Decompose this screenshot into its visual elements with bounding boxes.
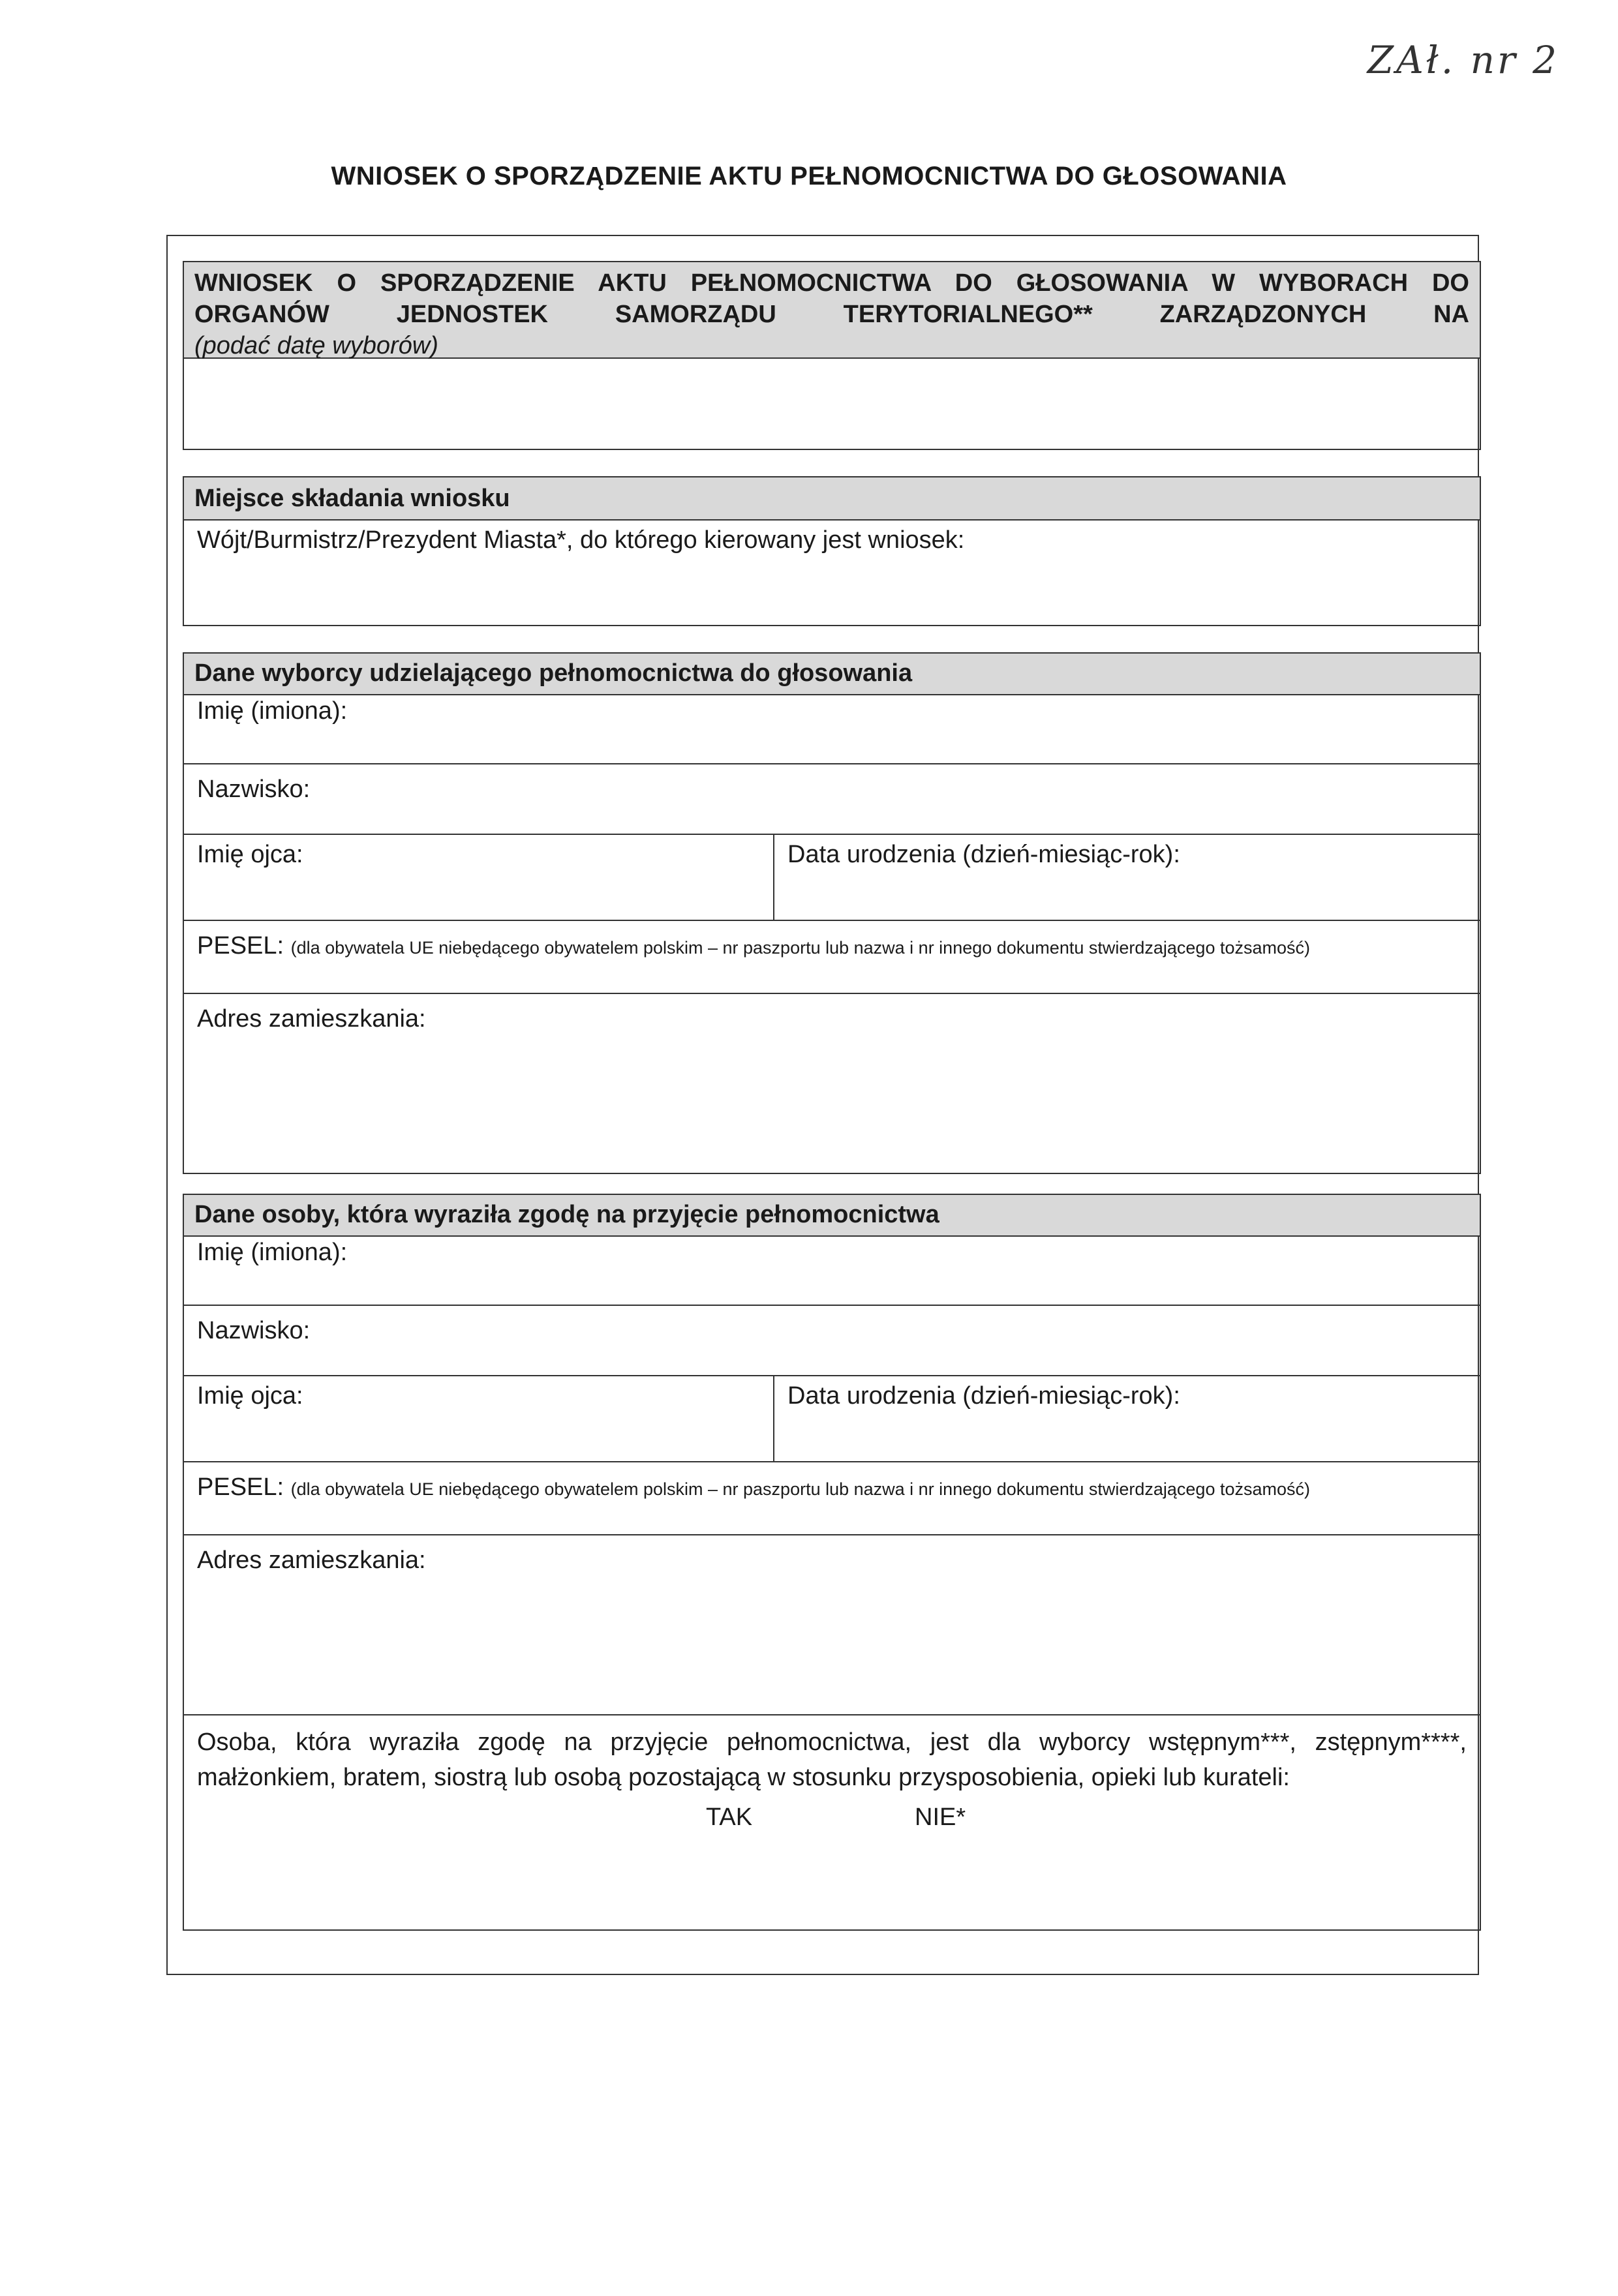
- proxy-father-name-label: Imię ojca:: [197, 1382, 303, 1410]
- place-heading: Miejsce składania wniosku: [184, 477, 1480, 521]
- proxy-last-name-field[interactable]: [184, 1306, 1480, 1376]
- voter-pesel-note: (dla obywatela UE niebędącego obywatelem polskim – nr paszportu lub nazwa i nr innego dokumentu stwierdzającego tożsamość): [290, 938, 1310, 958]
- voter-heading: Dane wyborcy udzielającego pełnomocnictwa do głosowania: [184, 654, 1480, 695]
- voter-last-name-field[interactable]: [184, 764, 1480, 835]
- document-title: WNIOSEK O SPORZĄDZENIE AKTU PEŁNOMOCNICTWA DO GŁOSOWANIA: [331, 162, 1287, 190]
- proxy-father-name-field[interactable]: [184, 1376, 774, 1461]
- authority-field[interactable]: [184, 521, 1480, 627]
- voter-first-name-label: Imię (imiona):: [197, 697, 348, 725]
- proxy-pesel-field[interactable]: [184, 1462, 1480, 1535]
- proxy-father-birth-row: [184, 1376, 1480, 1462]
- election-date-hint: (podać datę wyborów): [194, 332, 438, 359]
- place-section: [183, 476, 1481, 626]
- voter-father-birth-row: [184, 835, 1480, 921]
- option-yes[interactable]: TAK: [706, 1804, 753, 1831]
- relation-choices: [197, 1795, 1467, 1841]
- authority-label: Wójt/Burmistrz/Prezydent Miasta*, do którego kierowany jest wniosek:: [197, 526, 965, 554]
- election-header-line-1: WNIOSEK O SPORZĄDZENIE AKTU PEŁNOMOCNICTWA DO GŁOSOWANIA W WYBORACH DO: [194, 269, 1469, 297]
- voter-section: [183, 652, 1481, 1174]
- election-section: [183, 261, 1481, 450]
- election-date-field[interactable]: [184, 359, 1480, 447]
- relation-block: [184, 1715, 1480, 1931]
- proxy-birth-date-label: Data urodzenia (dzień-miesiąc-rok):: [787, 1382, 1180, 1410]
- attachment-annotation: ZAł. nr 2: [1367, 38, 1559, 82]
- voter-address-label: Adres zamieszkania:: [197, 1005, 426, 1033]
- voter-pesel-label: PESEL:: [197, 932, 284, 959]
- voter-father-name-field[interactable]: [184, 835, 774, 920]
- voter-birth-date-label: Data urodzenia (dzień-miesiąc-rok):: [787, 841, 1180, 868]
- proxy-birth-date-field[interactable]: [774, 1376, 1480, 1461]
- voter-pesel-field[interactable]: [184, 921, 1480, 994]
- voter-last-name-label: Nazwisko:: [197, 776, 311, 803]
- voter-address-field[interactable]: [184, 994, 1480, 1173]
- proxy-section: [183, 1194, 1481, 1931]
- relation-statement: Osoba, która wyraziła zgodę na przyjęcie pełnomocnictwa, jest dla wyborcy wstępnym***, zstępnym****, małżonkiem, bratem, siostrą lub osobą pozostającą w stosunku przysposobienia, opieki lub kurateli:: [197, 1729, 1467, 1791]
- proxy-address-field[interactable]: [184, 1535, 1480, 1715]
- election-header: [184, 262, 1480, 359]
- proxy-pesel-label: PESEL:: [197, 1473, 284, 1501]
- proxy-pesel-note: (dla obywatela UE niebędącego obywatelem polskim – nr paszportu lub nazwa i nr innego dokumentu stwierdzającego tożsamość): [290, 1479, 1310, 1499]
- voter-father-name-label: Imię ojca:: [197, 841, 303, 868]
- proxy-heading: Dane osoby, która wyraziła zgodę na przyjęcie pełnomocnictwa: [184, 1195, 1480, 1237]
- proxy-first-name-field[interactable]: [184, 1237, 1480, 1306]
- proxy-first-name-label: Imię (imiona):: [197, 1239, 348, 1266]
- voter-birth-date-field[interactable]: [774, 835, 1480, 920]
- election-header-line-2: ORGANÓW JEDNOSTEK SAMORZĄDU TERYTORIALNEGO** ZARZĄDZONYCH NA: [194, 301, 1469, 328]
- voter-first-name-field[interactable]: [184, 695, 1480, 764]
- proxy-address-label: Adres zamieszkania:: [197, 1547, 426, 1574]
- proxy-last-name-label: Nazwisko:: [197, 1317, 311, 1344]
- option-no[interactable]: NIE*: [915, 1804, 966, 1831]
